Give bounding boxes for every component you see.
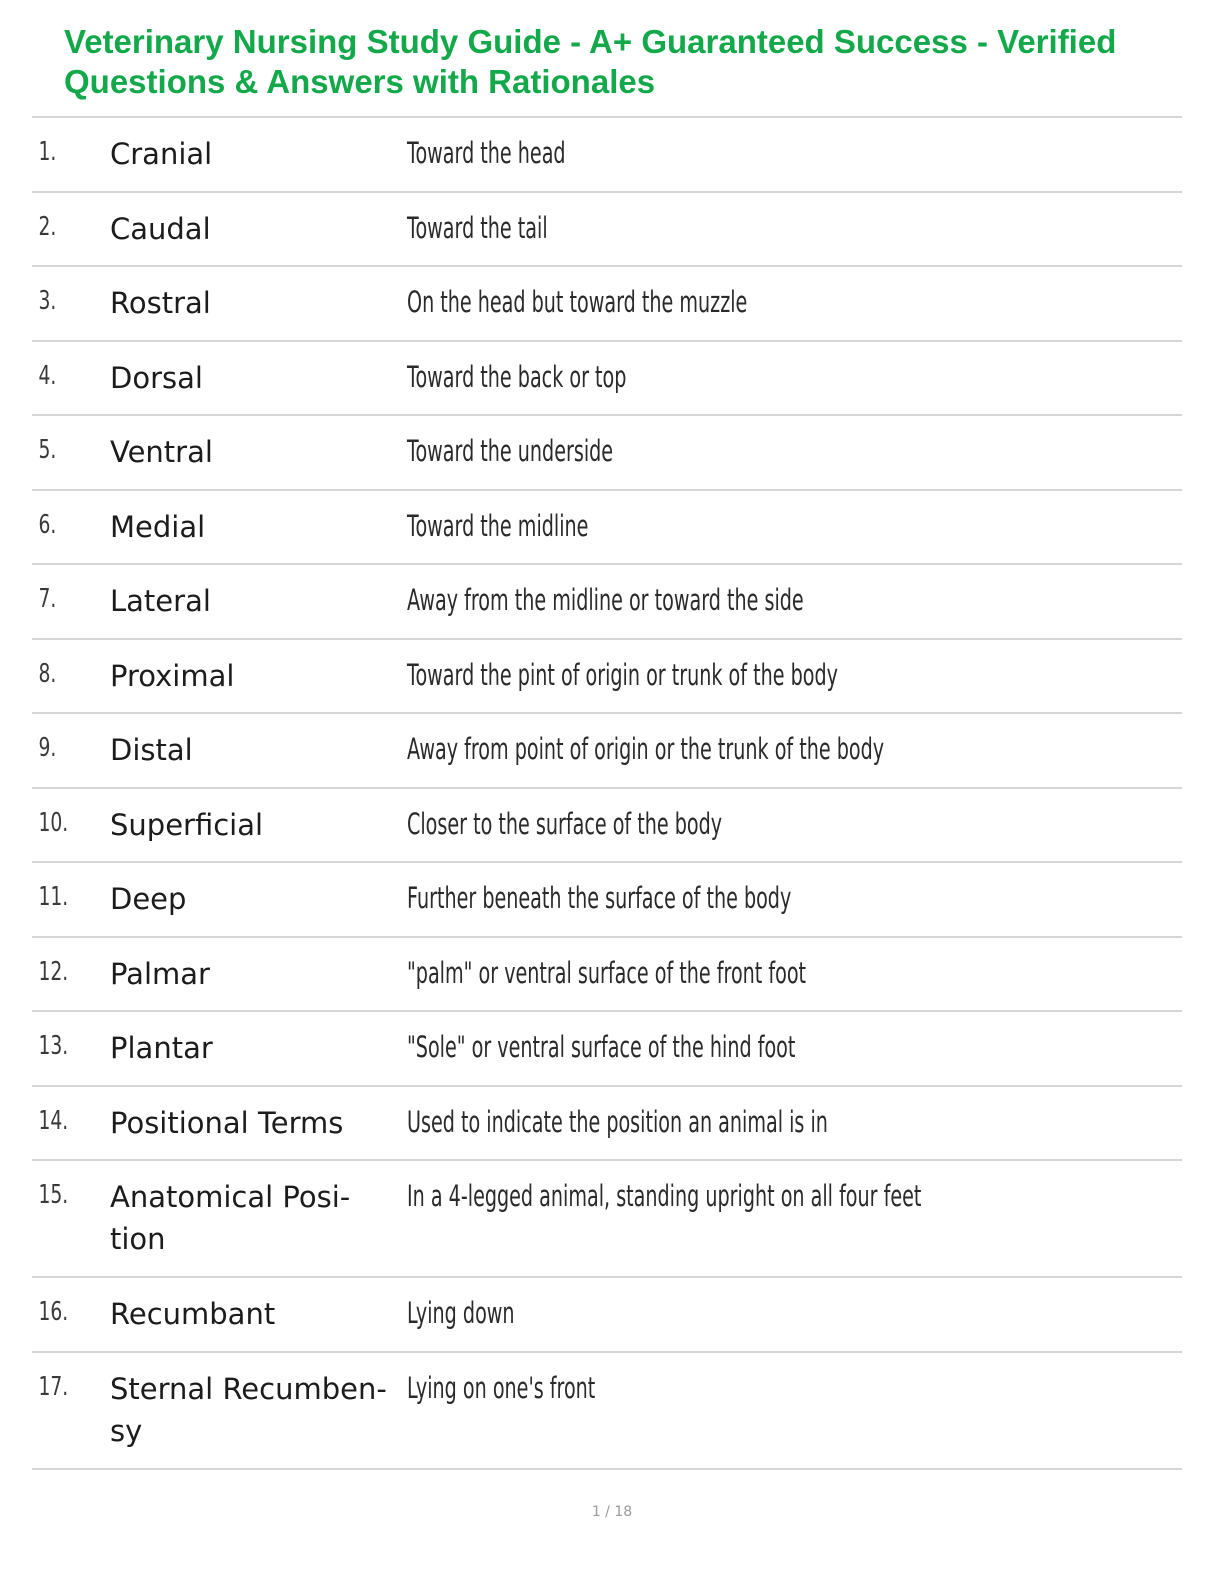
definition: Away from point of origin or the trunk of the body [407, 732, 885, 766]
definition: Further beneath the surface of the body [407, 881, 792, 915]
definition: Toward the pint of origin or trunk of the body [407, 657, 838, 692]
table-row [32, 267, 1182, 342]
term: Medial [110, 509, 206, 544]
definition: Toward the underside [407, 434, 614, 468]
definition: Lying on one's front [407, 1370, 596, 1405]
table-row [32, 1087, 1182, 1162]
term: Caudal [110, 211, 211, 246]
row-number: 6. [38, 509, 57, 540]
row-number: 12. [38, 956, 69, 987]
row-number: 5. [38, 435, 57, 465]
row-number: 10. [38, 807, 69, 838]
table-row [32, 714, 1182, 789]
table-row [32, 342, 1182, 417]
term: Positional Terms [110, 1105, 344, 1140]
definition: Used to indicate the position an animal is in [407, 1104, 828, 1139]
definition: Toward the head [407, 136, 566, 170]
table-row [32, 118, 1182, 193]
term: Recumbant [110, 1297, 276, 1331]
term: Anatomical Posi- tion [110, 1180, 351, 1256]
term: Rostral [110, 286, 211, 320]
row-number: 8. [38, 658, 57, 689]
row-number: 13. [38, 1031, 69, 1061]
term-table [32, 116, 1182, 1470]
row-number: 11. [38, 882, 69, 912]
table-row [32, 1353, 1182, 1470]
definition: Away from the midline or toward the side [407, 583, 804, 617]
term: Plantar [110, 1031, 213, 1065]
term: Ventral [110, 435, 213, 469]
table-row [32, 640, 1182, 715]
definition: In a 4-legged animal, standing upright on all four feet [407, 1179, 922, 1213]
table-row [32, 1161, 1182, 1278]
row-number: 4. [38, 360, 57, 391]
table-row [32, 491, 1182, 566]
definition: On the head but toward the muzzle [407, 285, 748, 319]
row-number: 3. [38, 286, 57, 316]
table-row [32, 1012, 1182, 1087]
term: Superficial [110, 807, 264, 842]
term: Palmar [110, 956, 210, 991]
row-number: 7. [38, 584, 57, 614]
row-number: 1. [38, 137, 57, 167]
table-row [32, 863, 1182, 938]
term: Distal [110, 733, 193, 767]
row-number: 16. [38, 1297, 69, 1327]
term: Deep [110, 882, 187, 916]
table-row [32, 193, 1182, 268]
page-number: 1 / 18 [591, 1504, 633, 1520]
table-row [32, 416, 1182, 491]
term: Lateral [110, 584, 211, 618]
term: Proximal [110, 658, 235, 693]
definition: Closer to the surface of the body [407, 806, 723, 841]
definition: Toward the back or top [407, 359, 627, 394]
row-number: 14. [38, 1105, 69, 1136]
row-number: 9. [38, 733, 57, 763]
row-number: 17. [38, 1371, 69, 1402]
document-title: Veterinary Nursing Study Guide - A+ Guaranteed Success - Verified Questions & Answers with Rationales [64, 23, 1117, 100]
term: Sternal Recumben- sy [110, 1371, 387, 1448]
term: Cranial [110, 137, 213, 171]
row-number: 15. [38, 1180, 69, 1210]
row-number: 2. [38, 211, 57, 242]
table-row [32, 789, 1182, 864]
table-row [32, 565, 1182, 640]
table-row [32, 1278, 1182, 1353]
table-row [32, 938, 1182, 1013]
definition: Toward the midline [407, 508, 589, 543]
definition: "Sole" or ventral surface of the hind foot [407, 1030, 796, 1064]
term: Dorsal [110, 360, 203, 395]
definition: Toward the tail [407, 210, 548, 245]
definition: "palm" or ventral surface of the front foot [407, 955, 807, 990]
definition: Lying down [407, 1296, 515, 1330]
